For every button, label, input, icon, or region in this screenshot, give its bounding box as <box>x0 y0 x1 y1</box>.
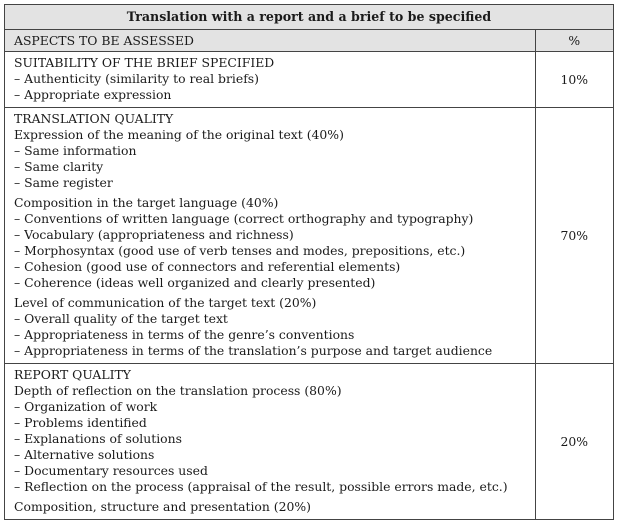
criterion-item: – Appropriate expression <box>14 87 172 102</box>
criterion-item: – Documentary resources used <box>14 463 208 478</box>
criterion-item: – Same register <box>14 175 113 190</box>
criterion-item: – Overall quality of the target text <box>14 311 228 326</box>
table-title: Translation with a report and a brief to be specified <box>5 5 614 30</box>
criterion-item: – Reflection on the process (appraisal of the result, possible errors made, etc.) <box>14 479 508 494</box>
criterion-item: – Coherence (ideas well organized and clearly presented) <box>14 275 376 290</box>
section-percent: 20% <box>535 364 613 520</box>
section-report-quality <box>5 364 614 520</box>
criterion-item: – Organization of work <box>14 399 158 414</box>
criterion-item: – Vocabulary (appropriateness and richness) <box>14 227 294 242</box>
rubric-body <box>5 52 614 520</box>
criterion-item: – Authenticity (similarity to real briefs) <box>14 71 259 86</box>
section-content <box>5 364 536 520</box>
criterion-group-heading: Composition in the target language (40%) <box>14 195 279 210</box>
criterion-item: – Problems identified <box>14 415 147 430</box>
criterion-group-heading: Composition, structure and presentation (20%) <box>14 499 311 514</box>
section-heading: REPORT QUALITY <box>14 367 131 382</box>
header-row <box>5 30 614 52</box>
criterion-group-heading: Level of communication of the target text (20%) <box>14 295 317 310</box>
section-percent: 10% <box>535 52 613 108</box>
header-aspects: ASPECTS TO BE ASSESSED <box>5 30 536 52</box>
assessment-rubric <box>4 4 614 520</box>
header-percent: % <box>535 30 613 52</box>
rubric-table <box>4 4 614 520</box>
criterion-item: – Alternative solutions <box>14 447 155 462</box>
criterion-item: – Same information <box>14 143 137 158</box>
criterion-item: – Morphosyntax (good use of verb tenses and modes, prepositions, etc.) <box>14 243 466 258</box>
title-row <box>5 5 614 30</box>
criterion-item: – Cohesion (good use of connectors and referential elements) <box>14 259 401 274</box>
criterion-item: – Explanations of solutions <box>14 431 182 446</box>
criterion-group-heading: Depth of reflection on the translation process (80%) <box>14 383 342 398</box>
criterion-group-heading: Expression of the meaning of the original text (40%) <box>14 127 344 142</box>
section-translation-quality <box>5 108 614 364</box>
section-heading: TRANSLATION QUALITY <box>14 111 174 126</box>
criterion-item: – Same clarity <box>14 159 104 174</box>
section-content <box>5 52 536 108</box>
criterion-item: – Conventions of written language (correct orthography and typography) <box>14 211 474 226</box>
criterion-item: – Appropriateness in terms of the genre’s conventions <box>14 327 355 342</box>
criterion-item: – Appropriateness in terms of the translation’s purpose and target audience <box>14 343 493 358</box>
section-percent: 70% <box>535 108 613 364</box>
section-content <box>5 108 536 364</box>
section-brief <box>5 52 614 108</box>
section-heading: SUITABILITY OF THE BRIEF SPECIFIED <box>14 55 275 70</box>
